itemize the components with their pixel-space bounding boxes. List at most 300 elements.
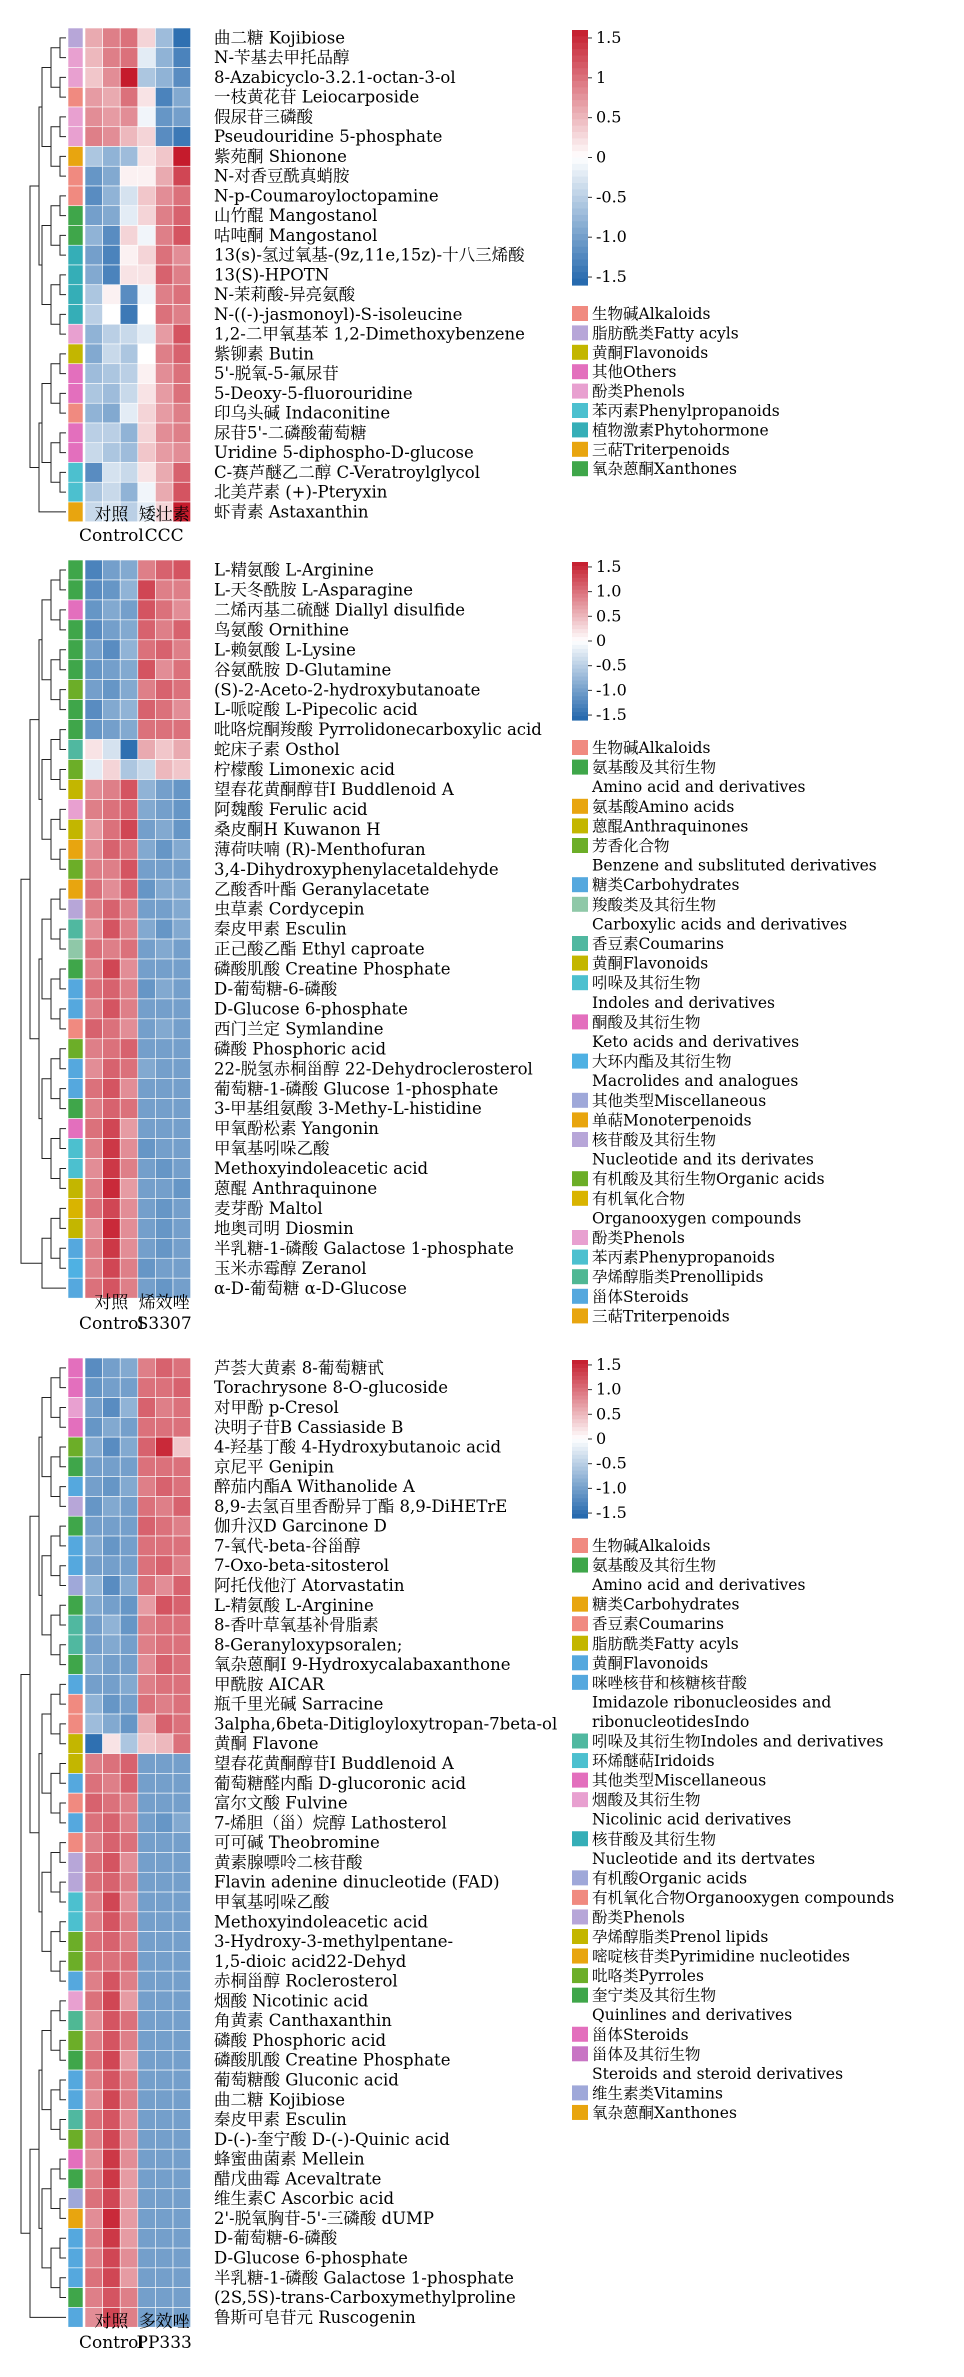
heatmap-cell <box>85 1694 103 1714</box>
heatmap-cell <box>103 1556 121 1576</box>
dendrogram-branch <box>60 570 66 590</box>
heatmap-cell <box>120 1912 138 1932</box>
category-annotation-cell <box>68 959 83 979</box>
category-annotation-cell <box>68 879 83 899</box>
heatmap-cell <box>138 1358 156 1378</box>
heatmap-cell <box>138 979 156 999</box>
heatmap-cell <box>120 1754 138 1774</box>
color-scale-segment <box>572 1415 588 1420</box>
heatmap-cell <box>120 1615 138 1635</box>
row-label: 芦荟大黄素 8-葡萄糖甙 <box>214 1358 384 1378</box>
color-scale-segment <box>572 586 588 591</box>
heatmap-cell <box>85 720 103 740</box>
heatmap-cell <box>103 2209 121 2229</box>
heatmap-cell <box>103 68 121 88</box>
legend-entry: Quinlines and derivatives <box>592 2006 793 2025</box>
heatmap-cell <box>173 1398 191 1418</box>
heatmap-cell <box>103 2288 121 2308</box>
color-scale-segment <box>572 657 588 662</box>
heatmap-cell <box>85 423 103 443</box>
heatmap-cell <box>138 740 156 760</box>
color-scale-segment <box>572 1427 588 1432</box>
heatmap-cell <box>173 1971 191 1991</box>
heatmap-cell <box>120 779 138 799</box>
dendrogram-branch <box>60 77 66 97</box>
legend-swatch <box>572 1870 588 1885</box>
color-scale-segment <box>572 177 588 184</box>
heatmap-cell <box>103 1912 121 1932</box>
heatmap-cell <box>120 127 138 147</box>
row-label: 4-羟基丁酸 4-Hydroxybutanoic acid <box>214 1437 502 1457</box>
heatmap-cell <box>120 423 138 443</box>
heatmap-cell <box>120 1655 138 1675</box>
heatmap-cell <box>103 2228 121 2248</box>
heatmap-cell <box>155 2189 173 2209</box>
heatmap-cell <box>155 443 173 463</box>
heatmap-cell <box>120 819 138 839</box>
category-annotation-cell <box>68 2129 83 2149</box>
heatmap-cell <box>85 166 103 186</box>
legend-entry: Indoles and derivatives <box>592 993 775 1012</box>
heatmap-cell <box>138 2050 156 2070</box>
heatmap-cell <box>85 226 103 246</box>
category-annotation-cell <box>68 403 83 423</box>
heatmap-cell <box>103 1477 121 1497</box>
color-scale-segment <box>572 562 588 567</box>
row-label: 8-Geranyloxypsoralen; <box>214 1635 403 1655</box>
heatmap-cell <box>138 1059 156 1079</box>
row-label: L-天冬酰胺 L-Asparagine <box>214 580 414 600</box>
heatmap-cell <box>138 364 156 384</box>
column-group-label-en: S3307 <box>136 1314 192 1334</box>
dendrogram-branch <box>60 730 66 750</box>
heatmap-cell <box>155 760 173 780</box>
heatmap-cell <box>120 1576 138 1596</box>
heatmap-cell <box>103 1971 121 1991</box>
row-label: Uridine 5-diphospho-D-glucose <box>214 443 474 463</box>
heatmap-cell <box>120 1099 138 1119</box>
heatmap-cell <box>138 463 156 483</box>
color-scale-segment <box>572 1431 588 1436</box>
category-annotation-cell <box>68 1932 83 1952</box>
color-scale-segment <box>572 62 588 69</box>
dendrogram-branch <box>42 384 51 463</box>
row-label: D-Glucose 6-phosphate <box>214 2248 408 2268</box>
heatmap-cell <box>103 1079 121 1099</box>
heatmap-cell <box>85 87 103 107</box>
heatmap-cell <box>173 1159 191 1179</box>
row-label: 磷酸肌酸 Creatine Phosphate <box>214 959 451 979</box>
color-scale-segment <box>572 158 588 165</box>
heatmap-cell <box>85 2011 103 2031</box>
category-annotation-cell <box>68 1971 83 1991</box>
heatmap-cell <box>173 999 191 1019</box>
color-scale-segment <box>572 100 588 107</box>
dendrogram-branch <box>60 1526 66 1546</box>
heatmap-cell <box>138 48 156 68</box>
dendrogram-branch <box>60 2080 66 2100</box>
heatmap-cell <box>120 48 138 68</box>
heatmap-cell <box>155 384 173 404</box>
heatmap-cell <box>120 1833 138 1853</box>
row-label: 虫草素 Cordycepin <box>214 899 365 919</box>
category-annotation-cell <box>68 28 83 48</box>
heatmap-cell <box>173 720 191 740</box>
dendrogram-branch <box>60 1487 66 1507</box>
legend-entry: 生物碱Alkaloids <box>592 739 711 757</box>
row-label: 玉米赤霉醇 Zeranol <box>214 1258 367 1278</box>
heatmap-cell <box>173 819 191 839</box>
heatmap-cell <box>138 2288 156 2308</box>
heatmap-cell <box>173 324 191 344</box>
row-label: D-葡萄糖-6-磷酸 <box>214 979 338 999</box>
heatmap-cell <box>103 999 121 1019</box>
row-label: 决明子苷B Cassiaside B <box>214 1417 404 1437</box>
dendrogram-branch <box>42 1556 51 1635</box>
heatmap-cell <box>85 2050 103 2070</box>
heatmap-cell <box>103 1099 121 1119</box>
heatmap-cell <box>173 1853 191 1873</box>
color-scale-segment <box>572 1475 588 1480</box>
heatmap-cell <box>85 285 103 305</box>
dendrogram-branch <box>51 1853 60 1893</box>
heatmap-cell <box>155 1516 173 1536</box>
heatmap-cell <box>138 1536 156 1556</box>
legend-entry: 核苷酸及其衍生物 <box>592 1830 717 1849</box>
legend-swatch <box>572 1191 588 1206</box>
column-group-label-en: CCC <box>144 526 184 546</box>
heatmap-cell <box>85 1576 103 1596</box>
dendrogram-branch <box>51 2011 60 2051</box>
heatmap-cell <box>138 1793 156 1813</box>
heatmap-cell <box>120 640 138 660</box>
heatmap-cell <box>138 2248 156 2268</box>
heatmap-cell <box>85 1238 103 1258</box>
row-label: 22-脱氢赤桐甾醇 22-Dehydroclerosterol <box>214 1059 533 1079</box>
category-annotation-cell <box>68 999 83 1019</box>
dendrogram-branch <box>60 117 66 137</box>
row-label: Flavin adenine dinucleotide (FAD) <box>214 1872 500 1892</box>
color-scale-segment <box>572 119 588 126</box>
heatmap-cell <box>85 2288 103 2308</box>
dendrogram-branch <box>60 354 66 374</box>
heatmap-cell <box>138 2209 156 2229</box>
heatmap-cell <box>120 1872 138 1892</box>
heatmap-cell <box>173 1615 191 1635</box>
heatmap-cell <box>120 1694 138 1714</box>
legend-swatch <box>572 760 588 775</box>
color-scale-segment <box>572 1435 588 1440</box>
heatmap-cell <box>155 1218 173 1238</box>
heatmap-cell <box>173 1378 191 1398</box>
row-label: 甲酰胺 AICAR <box>214 1674 325 1694</box>
row-label: 8-香叶草氧基补骨脂素 <box>214 1615 379 1635</box>
color-scale-segment <box>572 1467 588 1472</box>
heatmap-cell <box>103 2070 121 2090</box>
heatmap-cell <box>155 740 173 760</box>
heatmap-cell <box>173 1833 191 1853</box>
heatmap-cell <box>155 939 173 959</box>
legend-swatch <box>572 1909 588 1924</box>
heatmap-cell <box>173 2149 191 2169</box>
category-annotation-cell <box>68 1912 83 1932</box>
heatmap-cell <box>103 1773 121 1793</box>
heatmap-cell <box>155 1674 173 1694</box>
heatmap-cell <box>85 1912 103 1932</box>
heatmap-cell <box>85 48 103 68</box>
heatmap-cell <box>173 740 191 760</box>
heatmap-cell <box>103 127 121 147</box>
category-annotation-cell <box>68 1139 83 1159</box>
category-annotation-cell <box>68 640 83 660</box>
heatmap-cell <box>103 740 121 760</box>
legend-swatch <box>572 325 588 340</box>
heatmap-cell <box>85 700 103 720</box>
heatmap-cell <box>103 760 121 780</box>
heatmap-cell <box>173 600 191 620</box>
heatmap-cell <box>120 680 138 700</box>
category-annotation-cell <box>68 1178 83 1198</box>
heatmap-cell <box>155 1951 173 1971</box>
heatmap-cell <box>85 364 103 384</box>
heatmap-cell <box>173 979 191 999</box>
category-annotation-cell <box>68 2031 83 2051</box>
row-label: C-赛芦醚乙二醇 C-Veratroylglycol <box>214 462 480 482</box>
category-annotation-cell <box>68 147 83 167</box>
heatmap-cell <box>103 979 121 999</box>
color-scale-segment <box>572 1388 588 1393</box>
heatmap-cell <box>120 620 138 640</box>
heatmap-cell <box>103 580 121 600</box>
category-annotation-cell <box>68 799 83 819</box>
legend-swatch <box>572 1753 588 1768</box>
heatmap-cell <box>138 1139 156 1159</box>
heatmap-cell <box>138 423 156 443</box>
dendrogram-branch <box>51 2169 60 2209</box>
legend-entry: 酚类Phenols <box>592 1908 685 1927</box>
heatmap-cell <box>85 1813 103 1833</box>
heatmap-cell <box>173 939 191 959</box>
heatmap-cell <box>120 1853 138 1873</box>
dendrogram-branch <box>60 1168 66 1188</box>
color-scale-segment <box>572 56 588 63</box>
heatmap-cell <box>120 1734 138 1754</box>
heatmap-cell <box>120 879 138 899</box>
heatmap-cell <box>85 1059 103 1079</box>
heatmap-cell <box>138 1655 156 1675</box>
dendrogram-branch <box>60 1645 66 1665</box>
heatmap-cell <box>173 1556 191 1576</box>
legend-entry: Macrolides and analogues <box>592 1072 799 1091</box>
legend-entry: Imidazole ribonucleosides and <box>592 1693 832 1712</box>
heatmap-cell <box>173 2070 191 2090</box>
heatmap-cell <box>173 443 191 463</box>
color-scale-segment <box>572 1471 588 1476</box>
heatmap-cell <box>138 939 156 959</box>
color-scale-segment <box>572 151 588 158</box>
heatmap-cell <box>173 1754 191 1774</box>
heatmap-cell <box>155 660 173 680</box>
heatmap-cell <box>173 1119 191 1139</box>
dendrogram-branch <box>42 68 51 147</box>
heatmap-cell <box>155 2268 173 2288</box>
heatmap-cell <box>120 265 138 285</box>
color-scale-segment <box>572 677 588 682</box>
heatmap-cell <box>155 1178 173 1198</box>
heatmap-cell <box>173 1951 191 1971</box>
legend-swatch <box>572 1308 588 1323</box>
color-scale-segment <box>572 87 588 94</box>
category-annotation-cell <box>68 660 83 680</box>
heatmap-cell <box>85 760 103 780</box>
heatmap-cell <box>173 899 191 919</box>
heatmap-cell <box>173 859 191 879</box>
dendrogram-branch <box>30 720 39 1039</box>
heatmap-cell <box>103 1398 121 1418</box>
heatmap-cell <box>85 186 103 206</box>
dendrogram-branch <box>60 1447 66 1467</box>
row-label: 鸟氨酸 Ornithine <box>214 620 349 640</box>
category-annotation-cell <box>68 2268 83 2288</box>
heatmap-cell <box>138 443 156 463</box>
color-scale-segment <box>572 574 588 579</box>
dendrogram-branch <box>42 600 51 680</box>
dendrogram-branch <box>60 1129 66 1149</box>
legend-swatch <box>572 2105 588 2120</box>
heatmap-cell <box>85 1119 103 1139</box>
category-annotation-cell <box>68 2288 83 2308</box>
category-annotation-cell <box>68 384 83 404</box>
dendrogram-branch <box>60 2159 66 2179</box>
heatmap-cell <box>155 1912 173 1932</box>
heatmap-cell <box>138 779 156 799</box>
heatmap-cell <box>173 1079 191 1099</box>
heatmap-cell <box>103 1536 121 1556</box>
legend-entry: 甾体Steroids <box>592 1287 689 1306</box>
category-annotation-cell <box>68 87 83 107</box>
heatmap-cell <box>138 1099 156 1119</box>
heatmap-cell <box>138 87 156 107</box>
dendrogram-branch <box>51 819 60 859</box>
heatmap-cell <box>120 939 138 959</box>
dendrogram-branch <box>42 1872 51 1951</box>
category-annotation-cell <box>68 600 83 620</box>
legend-swatch <box>572 1773 588 1788</box>
category-annotation-cell <box>68 1398 83 1418</box>
color-scale-segment <box>572 692 588 697</box>
legend-entry: 酚类Phenols <box>592 1229 685 1247</box>
legend-swatch <box>572 1112 588 1127</box>
category-annotation-cell <box>68 740 83 760</box>
row-label: 半乳糖-1-磷酸 Galactose 1-phosphate <box>214 1238 514 1258</box>
heatmap-cell <box>120 700 138 720</box>
heatmap-cell <box>138 560 156 580</box>
dendrogram-branch <box>60 1248 66 1268</box>
row-label: 薄荷呋喃 (R)-Menthofuran <box>214 839 426 859</box>
heatmap-cell <box>155 640 173 660</box>
heatmap-cell <box>120 1892 138 1912</box>
heatmap-cell <box>138 1674 156 1694</box>
heatmap-cell <box>138 1754 156 1774</box>
legend-entry: Organooxygen compounds <box>592 1209 802 1228</box>
heatmap-cell <box>138 1198 156 1218</box>
row-label: 秦皮甲素 Esculin <box>214 2110 347 2130</box>
heatmap-cell <box>138 1119 156 1139</box>
dendrogram-branch <box>42 1398 51 1477</box>
legend-entry: 黄酮Flavonoids <box>592 343 709 362</box>
color-scale-segment <box>572 196 588 203</box>
heatmap-cell <box>138 919 156 939</box>
heatmap-cell <box>155 2248 173 2268</box>
dendrogram-branch <box>60 1684 66 1704</box>
heatmap-cell <box>173 660 191 680</box>
heatmap-cell <box>155 1039 173 1059</box>
row-label: N-对香豆酰真蛸胺 <box>214 166 350 186</box>
color-scale-segment <box>572 1486 588 1491</box>
heatmap-cell <box>173 959 191 979</box>
heatmap-cell <box>155 127 173 147</box>
dendrogram-branch <box>51 899 60 939</box>
color-scale-segment <box>572 1407 588 1412</box>
dendrogram-branch <box>51 660 60 700</box>
category-annotation-cell <box>68 502 83 522</box>
heatmap-cell <box>155 859 173 879</box>
legend-swatch <box>572 818 588 833</box>
heatmap-cell <box>120 1714 138 1734</box>
dendrogram-branch <box>51 443 60 483</box>
heatmap-cell <box>103 939 121 959</box>
heatmap-cell <box>103 720 121 740</box>
heatmap-cell <box>155 1556 173 1576</box>
heatmap-cell <box>120 245 138 265</box>
heatmap-cell <box>173 1536 191 1556</box>
dendrogram-branch <box>60 38 66 58</box>
legend-entry: 孕烯醇脂类Prenollipids <box>592 1268 764 1287</box>
row-label: 葡萄糖-1-磷酸 Glucose 1-phosphate <box>214 1079 499 1099</box>
heatmap-cell <box>155 620 173 640</box>
heatmap-cell <box>85 245 103 265</box>
row-label: 瓶千里光碱 Sarracine <box>214 1694 384 1714</box>
heatmap-cell <box>173 2050 191 2070</box>
legend-swatch <box>572 2046 588 2061</box>
category-annotation-cell <box>68 919 83 939</box>
heatmap-cell <box>103 700 121 720</box>
row-label: 黄酮 Flavone <box>214 1734 319 1754</box>
dendrogram-branch <box>60 690 66 710</box>
heatmap-cell <box>155 166 173 186</box>
dendrogram-branch <box>60 1368 66 1388</box>
heatmap-cell <box>138 1912 156 1932</box>
heatmap-cell <box>103 1951 121 1971</box>
dendrogram-branch <box>60 849 66 869</box>
dendrogram-branch <box>60 235 66 255</box>
heatmap-cell <box>138 640 156 660</box>
row-label: N-((-)-jasmonoyl)-S-isoleucine <box>214 304 463 324</box>
legend-swatch <box>572 975 588 990</box>
legend-entry: 生物碱Alkaloids <box>592 1537 711 1555</box>
heatmap-cell <box>138 1595 156 1615</box>
color-scale-segment <box>572 113 588 120</box>
legend-swatch <box>572 1132 588 1147</box>
heatmap-cell <box>85 384 103 404</box>
heatmap-cell <box>173 2248 191 2268</box>
heatmap-cell <box>103 2268 121 2288</box>
heatmap-cell <box>173 1813 191 1833</box>
color-scale-segment <box>572 1463 588 1468</box>
heatmap-cell <box>120 560 138 580</box>
legend-entry: Benzene and subslituted derivatives <box>592 856 877 875</box>
heatmap-cell <box>85 403 103 423</box>
